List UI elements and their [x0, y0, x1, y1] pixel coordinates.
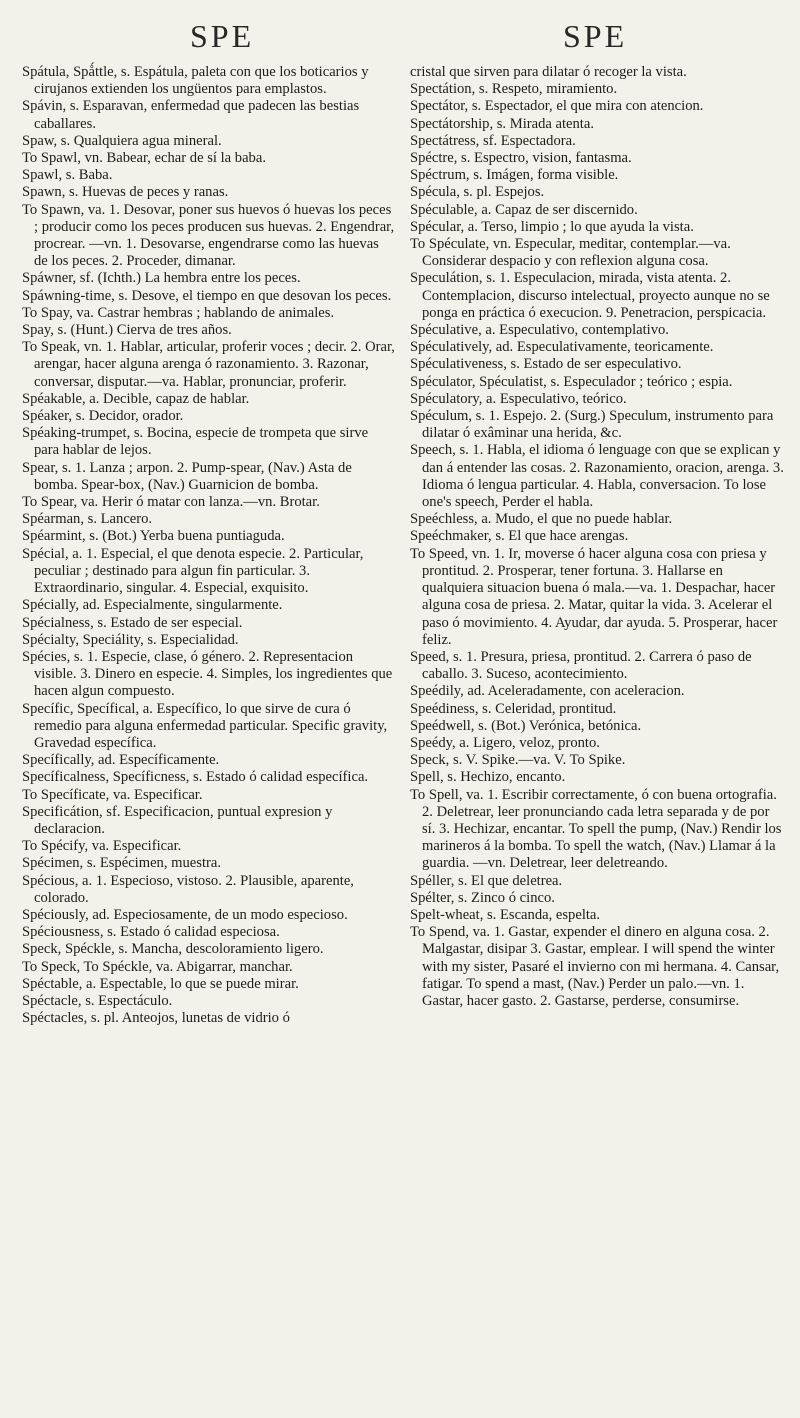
running-head-right: SPE	[563, 18, 628, 54]
dictionary-entry: Spéctacles, s. pl. Anteojos, lunetas de vidrio ó	[22, 1010, 290, 1027]
dictionary-entry: Spécialty, Speciálity, s. Especialidad.	[22, 631, 239, 648]
dictionary-entry: Spécialness, s. Estado de ser especial.	[22, 614, 243, 631]
dictionary-entry: Spawn, s. Huevas de peces y ranas.	[22, 184, 229, 201]
dictionary-entry: Specífically, ad. Específicamente.	[22, 752, 220, 769]
dictionary-entry: To Spear, va. Herir ó matar con lanza.—vn. Brotar.	[22, 494, 320, 511]
dictionary-entry: To Spécify, va. Especificar.	[22, 838, 182, 855]
dictionary-entry: Speck, s. V. Spike.—va. V. To Spike.	[410, 752, 626, 769]
dictionary-entry: To Specíficate, va. Especificar.	[22, 786, 203, 803]
dictionary-entry: To Spell, va. 1. Escribir correctamente, ó con buena ortografia. 2. Deletrear, leer pronunciando cada letra separada y de por sí. 3. Hechizar, encantar. To spell the pump, (Nav.) Rendir los marineros á la bomba. To spell the watch, (Nav.) Llamar á la guardia. —vn. Deletrear, leer deletreando.	[410, 786, 782, 872]
dictionary-entry: Speed, s. 1. Presura, priesa, prontitud. 2. Carrera ó paso de caballo. 3. Suceso, acontecimiento.	[410, 648, 752, 683]
dictionary-entry: Spécial, a. 1. Especial, el que denota especie. 2. Particular, peculiar ; destinado para algun fin particular. 3. Extraordinario, singular. 4. Especial, exquisito.	[22, 545, 364, 597]
dictionary-entry: Spécious, a. 1. Especioso, vistoso. 2. Plausible, aparente, colorado.	[22, 872, 354, 906]
right-column	[410, 64, 784, 1010]
dictionary-entry: Spectátion, s. Respeto, miramiento.	[410, 81, 618, 98]
dictionary-entry: To Speck, To Spéckle, va. Abigarrar, manchar.	[22, 958, 293, 975]
dictionary-entry: Spávin, s. Esparavan, enfermedad que padecen las bestias caballares.	[22, 98, 360, 132]
dictionary-entry: Speéchless, a. Mudo, el que no puede hablar.	[410, 511, 673, 528]
dictionary-entry: Spéculum, s. 1. Espejo. 2. (Surg.) Speculum, instrumento para dilatar ó exâminar una herida, &c.	[410, 408, 774, 442]
dictionary-entry: Spéctable, a. Espectable, lo que se puede mirar.	[22, 975, 299, 992]
dictionary-entry: Spéculator, Spéculatist, s. Especulador ; teórico ; espia.	[410, 373, 733, 390]
dictionary-entry: Speédy, a. Ligero, veloz, pronto.	[410, 734, 600, 751]
dictionary-entry: Spéctre, s. Espectro, vision, fantasma.	[410, 150, 632, 167]
dictionary-entry: Spélter, s. Zinco ó cinco.	[410, 889, 555, 906]
dictionary-entry: Spéculatively, ad. Especulativamente, teoricamente.	[410, 339, 714, 356]
dictionary-entry: Spectátorship, s. Mirada atenta.	[410, 115, 594, 132]
dictionary-entry: Spécies, s. 1. Especie, clase, ó género. 2. Representacion visible. 3. Dinero en especie. 4. Simples, los ingredientes que hacen algun compuesto.	[22, 648, 393, 700]
dictionary-entry: Spaw, s. Qualquiera agua mineral.	[22, 132, 222, 149]
dictionary-entry: Specíficalness, Specíficness, s. Estado ó calidad específica.	[22, 769, 369, 786]
left-column	[22, 64, 396, 1027]
dictionary-entry: Spéctrum, s. Imágen, forma visible.	[410, 167, 619, 184]
dictionary-entry: To Spéculate, vn. Especular, meditar, contemplar.—va. Considerar despacio y con reflexion alguna cosa.	[410, 236, 731, 270]
dictionary-entry: Speéchmaker, s. El que hace arengas.	[410, 528, 629, 545]
dictionary-entry: Spawl, s. Baba.	[22, 167, 113, 184]
dictionary-entry: Spay, s. (Hunt.) Cierva de tres años.	[22, 322, 232, 339]
dictionary-entry: cristal que sirven para dilatar ó recoger la vista.	[410, 64, 687, 80]
dictionary-entry: To Spawn, va. 1. Desovar, poner sus huevos ó huevas los peces ; producir como los peces producen sus huevas. 2. Engendrar, procrear. —vn. 1. Desovarse, engendrarse como las huevas de los peces. 2. Proceder, dimanar.	[22, 201, 395, 270]
dictionary-entry: Speédwell, s. (Bot.) Verónica, betónica.	[410, 717, 642, 734]
dictionary-entry: Speech, s. 1. Habla, el idioma ó lenguage con que se explican y dan á entender las cosas. 2. Razonamiento, oracion, arenga. 3. Idioma ó lengua particular. 4. Habla, conversacion. To lose one's speech, Perder el habla.	[410, 442, 784, 511]
dictionary-entry: To Spay, va. Castrar hembras ; hablando de animales.	[22, 304, 335, 321]
dictionary-entry: Spear, s. 1. Lanza ; arpon. 2. Pump-spear, (Nav.) Asta de bomba. Spear-box, (Nav.) Guarnicion de bomba.	[22, 459, 352, 493]
dictionary-entry: Spéaker, s. Decidor, orador.	[22, 408, 184, 425]
dictionary-entry: Spátula, Spǻttle, s. Espátula, paleta con que los boticarios y cirujanos extienden los ungüentos para emplastos.	[22, 64, 369, 98]
dictionary-entry: Spéculative, a. Especulativo, contemplativo.	[410, 322, 669, 339]
dictionary-entry: Spéciousness, s. Estado ó calidad especiosa.	[22, 924, 280, 941]
dictionary-entry: Specífic, Specífical, a. Específico, lo que sirve de cura ó remedio para alguna enfermedad particular. Specific gravity, Gravedad específica.	[22, 700, 388, 751]
dictionary-entry: To Speak, vn. 1. Hablar, articular, proferir voces ; decir. 2. Orar, arengar, hacer alguna arenga ó razonamiento. 3. Razonar, conversar, disputar.—va. Hablar, pronunciar, proferir.	[22, 339, 395, 390]
dictionary-entry: To Speed, vn. 1. Ir, moverse ó hacer alguna cosa con priesa y prontitud. 2. Prosperar, tener fortuna. 3. Hallarse en qualquiera situacion buena ó mala.—va. 1. Despachar, hacer alguna cosa de priesa. 2. Matar, quitar la vida. 3. Acelerar el paso ó movimiento. 4. Ayudar, dar ayuda. 5. Prosperar, hacer feliz.	[410, 545, 778, 648]
dictionary-entry: Spelt-wheat, s. Escanda, espelta.	[410, 906, 601, 923]
dictionary-entry: Speédily, ad. Aceleradamente, con aceleracion.	[410, 683, 685, 700]
dictionary-entry: Speculátion, s. 1. Especulacion, mirada, vista atenta. 2. Contemplacion, discurso intelectual, proyecto aunque no se ponga en práctica ó execucion. 9. Penetracion, perspicacia.	[410, 270, 770, 321]
dictionary-entry: Spécula, s. pl. Espejos.	[410, 184, 545, 201]
dictionary-entry: Spéakable, a. Decible, capaz de hablar.	[22, 390, 250, 407]
dictionary-entry: Spectátress, sf. Espectadora.	[410, 132, 576, 149]
dictionary-entry: Speck, Spéckle, s. Mancha, descoloramiento ligero.	[22, 941, 324, 958]
dictionary-entry: Spell, s. Hechizo, encanto.	[410, 769, 566, 786]
dictionary-entry: Spáwning-time, s. Desove, el tiempo en que desovan los peces.	[22, 287, 392, 304]
running-head-left: SPE	[190, 18, 255, 54]
dictionary-entry: Spectátor, s. Espectador, el que mira con atencion.	[410, 98, 704, 115]
dictionary-entry: Spéciously, ad. Especiosamente, de un modo especioso.	[22, 906, 348, 923]
dictionary-entry: Spéctacle, s. Espectáculo.	[22, 992, 173, 1009]
dictionary-entry: Spécular, a. Terso, limpio ; lo que ayuda la vista.	[410, 218, 694, 235]
dictionary-entry: Speédiness, s. Celeridad, prontitud.	[410, 700, 617, 717]
dictionary-entry: Spécimen, s. Espécimen, muestra.	[22, 855, 221, 872]
dictionary-entry: To Spawl, vn. Babear, echar de sí la baba.	[22, 150, 266, 167]
dictionary-entry: Spéarmint, s. (Bot.) Yerba buena puntiaguda.	[22, 528, 285, 545]
dictionary-entry: Spéller, s. El que deletrea.	[410, 872, 563, 889]
dictionary-entry: Spéculativeness, s. Estado de ser especulativo.	[410, 356, 682, 373]
dictionary-entry: Spéarman, s. Lancero.	[22, 511, 153, 528]
dictionary-entry: Spéculable, a. Capaz de ser discernido.	[410, 201, 638, 218]
dictionary-entry: Specificátion, sf. Especificacion, puntual expresion y declaracion.	[22, 803, 333, 837]
dictionary-entry: Spáwner, sf. (Ichth.) La hembra entre los peces.	[22, 270, 301, 287]
dictionary-entry: Spéculatory, a. Especulativo, teórico.	[410, 390, 627, 407]
dictionary-entry: To Spend, va. 1. Gastar, expender el dinero en alguna cosa. 2. Malgastar, disipar 3. Gastar, emplear. I will spend the winter with my sister, Pasaré el invierno con mi hermana. 4. Cansar, fatigar. To spend a mast, (Nav.) Perder un palo.—vn. 1. Gastar, hacer gasto. 2. Gastarse, perderse, consumirse.	[410, 924, 780, 1009]
dictionary-entry: Spécially, ad. Especialmente, singularmente.	[22, 597, 283, 614]
dictionary-entry: Spéaking-trumpet, s. Bocina, especie de trompeta que sirve para hablar de lejos.	[22, 425, 369, 459]
